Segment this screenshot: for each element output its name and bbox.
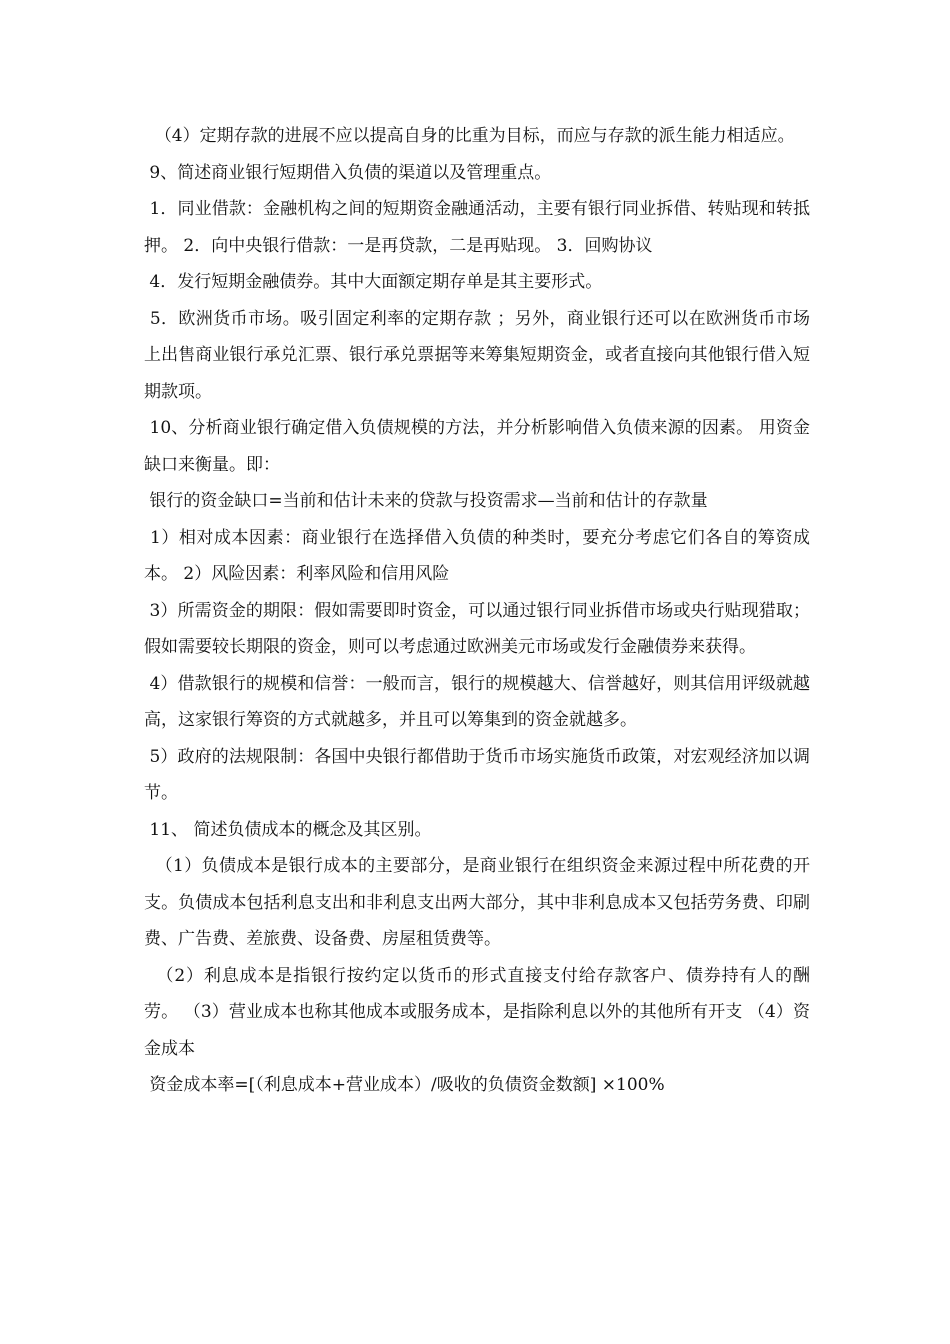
paragraph-13: （1）负债成本是银行成本的主要部分，是商业银行在组织资金来源过程中所花费的开支。负债成本包括利息支出和非利息支出两大部分，其中非利息成本又包括劳务费、印刷费、广告费、差旅费、设备费、房屋租赁费等。 (144, 856, 810, 949)
question-10-heading: 10、分析商业银行确定借入负债规模的方法，并分析影响借入负债来源的因素。 用资金缺口来衡量。即： (144, 418, 810, 475)
question-11-heading: 11、 简述负债成本的概念及其区别。 (144, 819, 432, 840)
paragraph-10: 4）借款银行的规模和信誉：一般而言，银行的规模越大、信誉越好，则其信用评级就越高，这家银行筹资的方式就越多，并且可以筹集到的资金就越多。 (144, 673, 810, 730)
paragraph-9: 3）所需资金的期限：假如需要即时资金，可以通过银行同业拆借市场或央行贴现猎取；假如需要较长期限的资金，则可以考虑通过欧洲美元市场或发行金融债券来获得。 (144, 600, 810, 657)
paragraph-14: （2）利息成本是指银行按约定以货币的形式直接支付给存款客户、债券持有人的酬劳。 （3）营业成本也称其他成本或服务成本，是指除利息以外的其他所有开支 （4）资金成本 (144, 965, 810, 1059)
question-9-heading: 9、简述商业银行短期借入负债的渠道以及管理重点。 (144, 162, 552, 183)
paragraph-11: 5）政府的法规限制：各国中央银行都借助于货币市场实施货币政策，对宏观经济加以调节。 (144, 746, 810, 803)
funding-gap-formula: 银行的资金缺口=当前和估计未来的贷款与投资需求—当前和估计的存款量 (144, 491, 708, 511)
paragraph-8: 1）相对成本因素：商业银行在选择借入负债的种类时，要充分考虑它们各自的筹资成本。 2）风险因素：利率风险和信用风险 (144, 527, 810, 584)
paragraph-4: 4．发行短期金融债券。其中大面额定期存单是其主要形式。 (144, 272, 603, 292)
paragraph-1: （4）定期存款的进展不应以提高自身的比重为目标，而应与存款的派生能力相适应。 (144, 126, 795, 146)
document-body (144, 118, 810, 1104)
paragraph-5: 5．欧洲货币市场。吸引固定利率的定期存款 ；另外，商业银行还可以在欧洲货币市场上出售商业银行承兑汇票、银行承兑票据等来筹集短期资金，或者直接向其他银行借入短期款项。 (144, 308, 811, 402)
paragraph-3: 1．同业借款：金融机构之间的短期资金融通活动，主要有银行同业拆借、转贴现和转抵押。 2．向中央银行借款：一是再贷款，二是再贴现。 3．回购协议 (144, 199, 810, 256)
cost-rate-formula: 资金成本率=[（利息成本+营业成本）/吸收的负债资金数额] ×100% (144, 1075, 665, 1095)
